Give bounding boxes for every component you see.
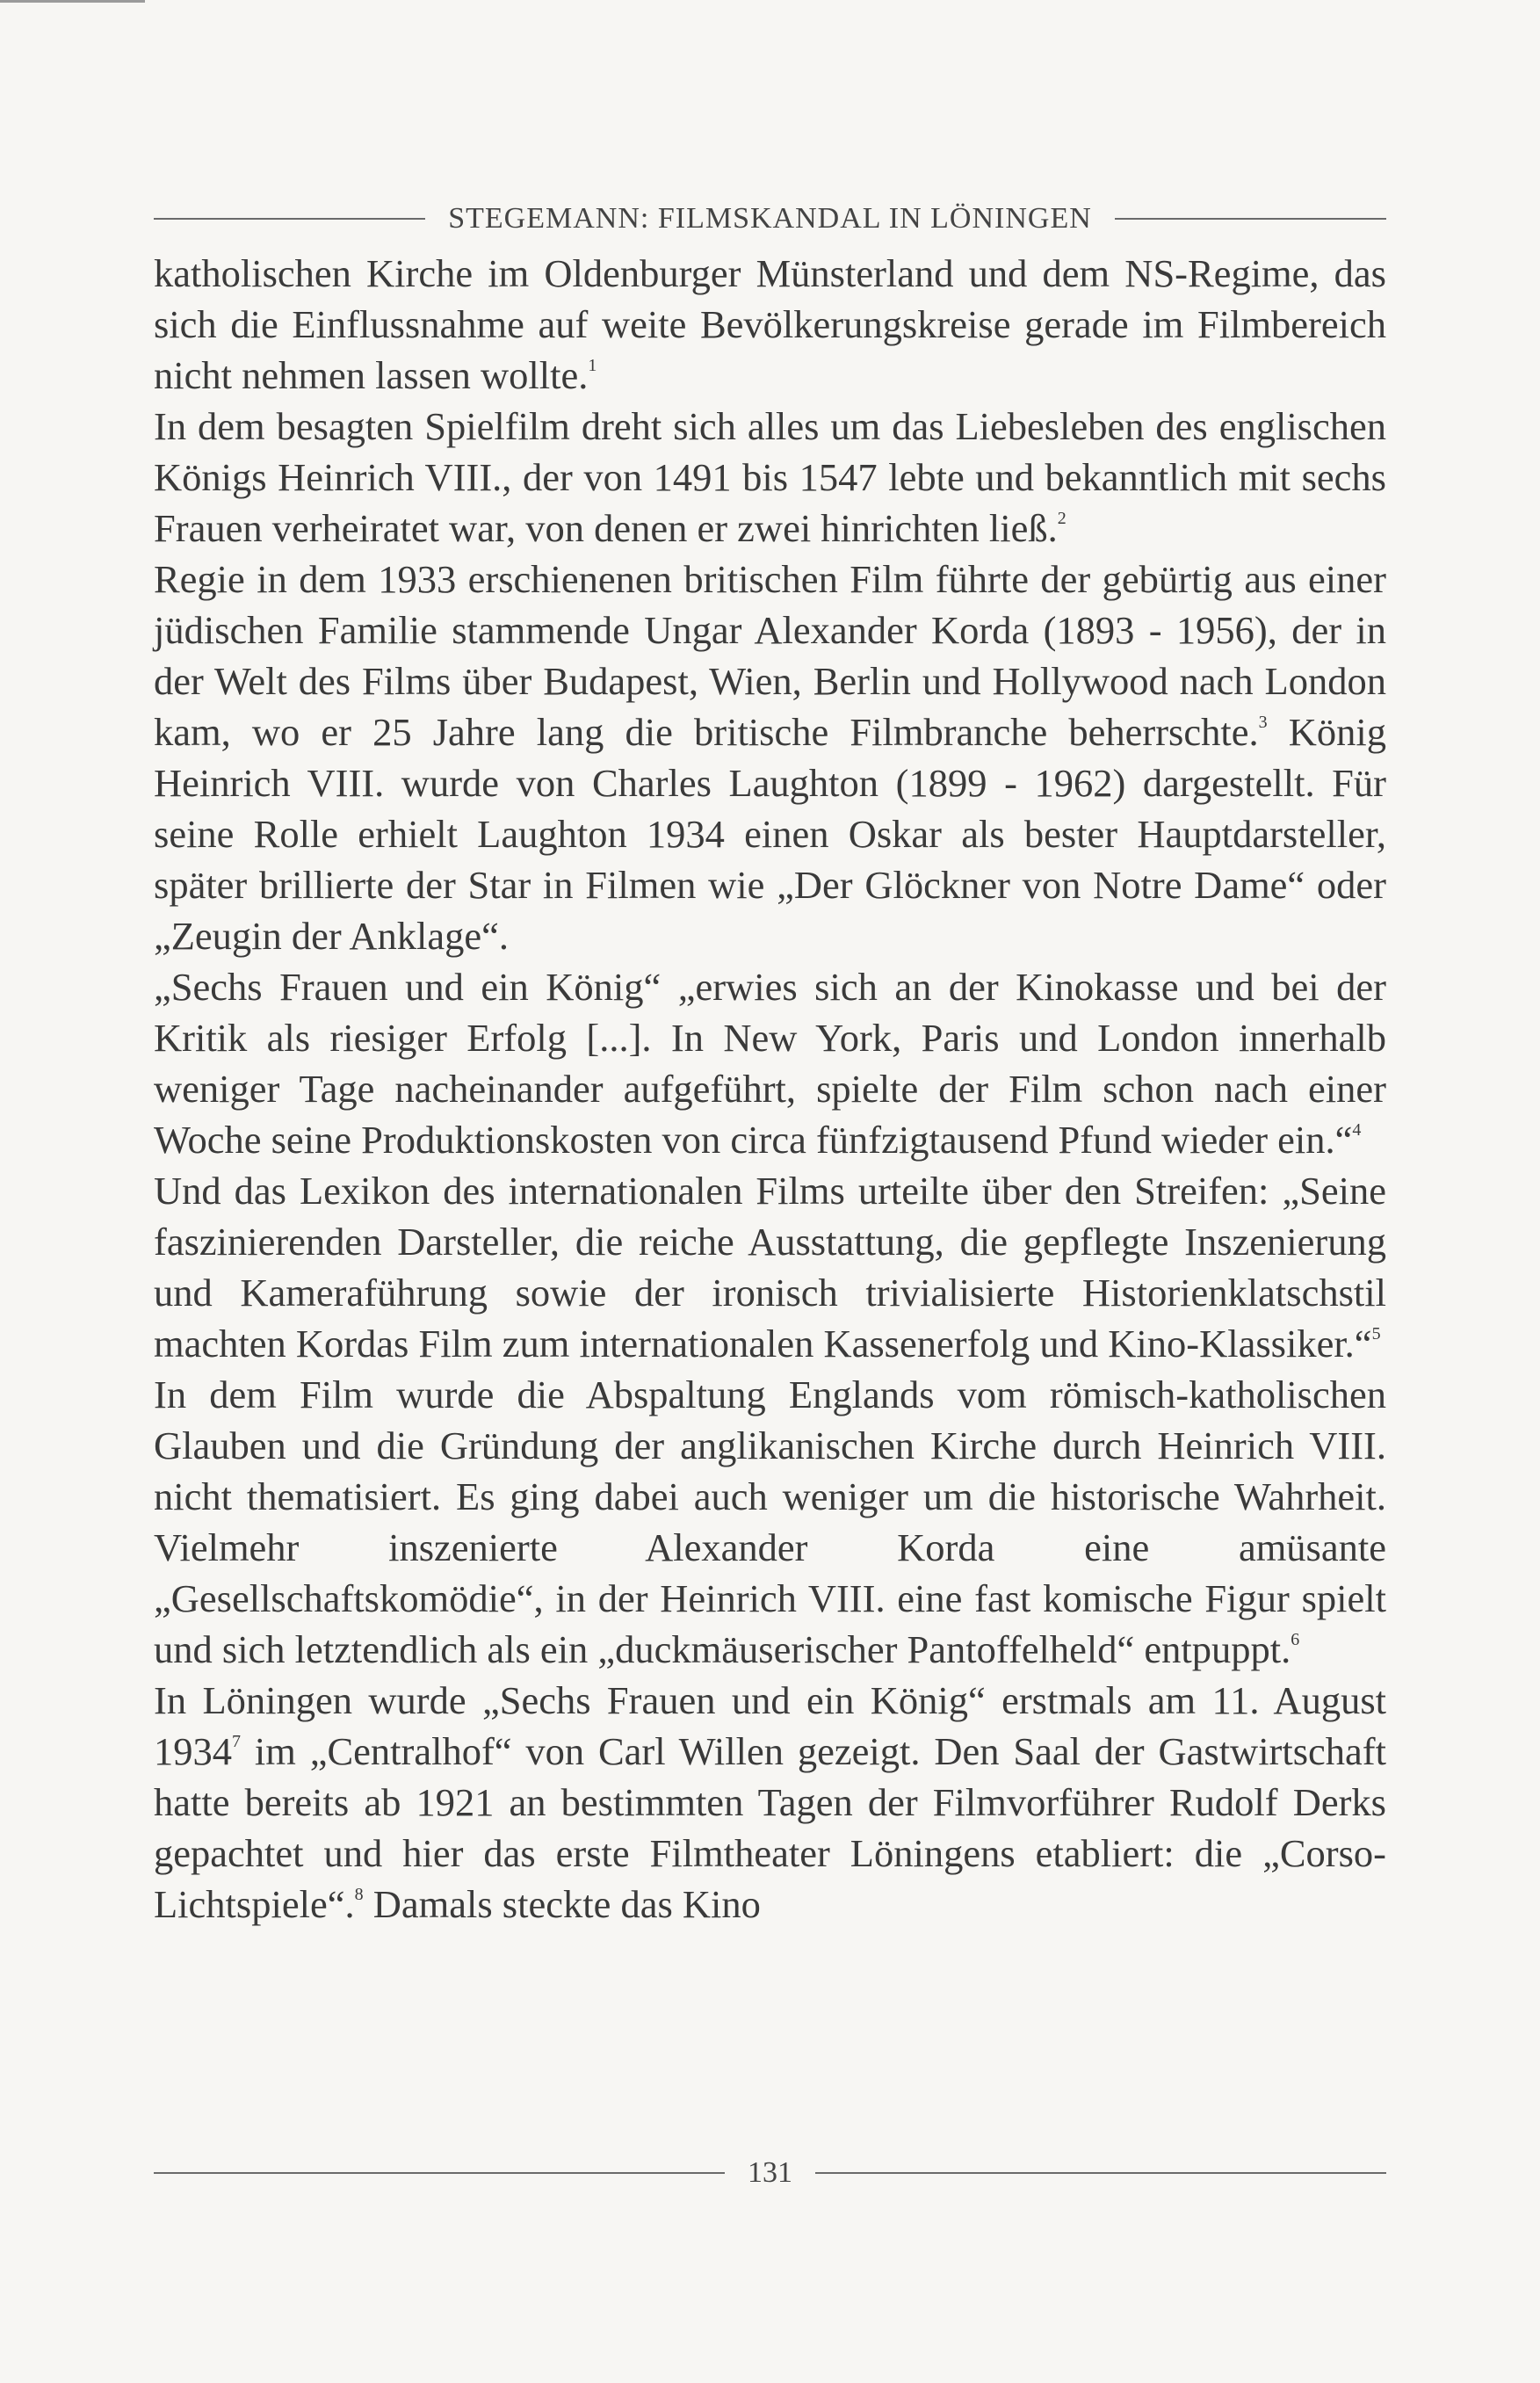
footnote-marker: 4 (1352, 1120, 1362, 1140)
paragraph (154, 248, 1386, 401)
paragraph-text: In dem besagten Spielfilm dreht sich alles um das Liebesleben des englischen Königs Heinrich VIII., der von 1491 bis 1547 lebte und bekanntlich mit sechs Frauen verheiratet war, von denen er zwei hinrichten ließ. (154, 404, 1386, 550)
paragraph (154, 554, 1386, 961)
footnote-marker: 3 (1258, 713, 1268, 732)
paragraph-text: In dem Film wurde die Abspaltung Englands vom römisch-katholischen Glauben und die Gründung der anglikanischen Kirche durch Heinrich VIII. nicht thematisiert. Es ging dabei auch weniger um die historische Wahrheit. Vielmehr inszenierte Alexander Korda eine amüsante „Gesellschaftskomödie“, in der Heinrich VIII. eine fast komische Figur spielt und sich letztendlich als ein „duckmäuserischer Pantoffelheld“ entpuppt. (154, 1373, 1386, 1671)
body-text (154, 248, 1386, 2146)
paragraph (154, 401, 1386, 554)
paragraph-text: Und das Lexikon des internationalen Films urteilte über den Streifen: „Seine faszinierenden Darsteller, die reiche Ausstattung, die gepflegte Inszenierung und Kameraführung sowie der ironisch trivialisierte Historienklatschstil machten Kordas Film zum internationalen Kassenerfolg und Kino-Klassiker.“ (154, 1169, 1386, 1365)
paragraph-text: Regie in dem 1933 erschienenen britischen Film führte der gebürtig aus einer jüdischen Familie stammende Ungar Alexander Korda (1893 - 1956), der in der Welt des Films über Budapest, Wien, Berlin und Hollywood nach London kam, wo er 25 Jahre lang die britische Filmbranche beherrschte. (154, 557, 1386, 754)
paragraph-text: „Sechs Frauen und ein König“ „erwies sich an der Kinokasse und bei der Kritik als riesiger Erfolg [...]. In New York, Paris und London innerhalb weniger Tage nacheinander aufgeführt, spielte der Film schon nach einer Woche seine Produktionskosten von circa fünfzigtausend Pfund wieder ein.“ (154, 965, 1386, 1162)
paragraph-text: König Heinrich VIII. wurde von Charles Laughton (1899 - 1962) dargestellt. Für seine Rolle erhielt Laughton 1934 einen Oskar als bester Hauptdarsteller, später brillierte der Star in Filmen wie „Der Glöckner von Notre Dame“ oder „Zeugin der Anklage“. (154, 710, 1387, 958)
paragraph-text: im „Centralhof“ von Carl Willen gezeigt. Den Saal der Gastwirtschaft hatte bereits ab 1921 an bestimmten Tagen der Filmvorführer Rudolf Derks gepachtet und hier das erste Filmtheater Löningens etabliert: die „Corso-Lichtspiele“. (154, 1729, 1386, 1926)
footnote-marker: 5 (1371, 1324, 1381, 1344)
footnote-marker: 6 (1291, 1630, 1300, 1649)
page-number: 131 (748, 2156, 792, 2189)
paragraph (154, 961, 1386, 1165)
paragraph-text: In Löningen wurde „Sechs Frauen und ein König“ erstmals am 11. August 1934 (154, 1678, 1386, 1773)
header-rule-left (154, 218, 425, 220)
footer-rule-left (154, 2172, 725, 2174)
page-footer (154, 2151, 1386, 2195)
footnote-marker: 2 (1057, 509, 1066, 528)
footnote-marker: 7 (232, 1732, 241, 1751)
paragraph-text: katholischen Kirche im Oldenburger Münsterland und dem NS-Regime, das sich die Einflussnahme auf weite Bevölkerungskreise gerade im Filmbereich nicht nehmen lassen wollte. (154, 251, 1386, 397)
paragraph (154, 1675, 1386, 1930)
paragraph (154, 1165, 1386, 1369)
footer-rule-right (815, 2172, 1386, 2174)
footnote-marker: 8 (354, 1885, 364, 1904)
top-edge-rule (0, 0, 145, 3)
footnote-marker: 1 (588, 356, 597, 375)
running-title: STEGEMANN: FILMSKANDAL IN LÖNINGEN (448, 202, 1092, 235)
paragraph-text: Damals steckte das Kino (363, 1882, 761, 1926)
header-rule-right (1115, 218, 1386, 220)
running-header (154, 197, 1386, 241)
paragraph (154, 1369, 1386, 1675)
